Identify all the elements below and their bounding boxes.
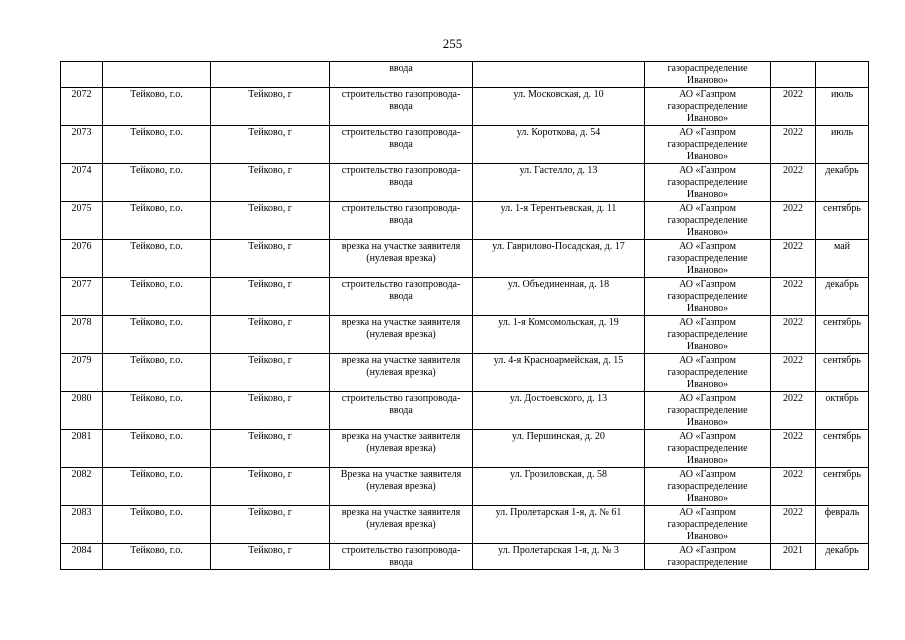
table-row (61, 354, 869, 392)
cell-year: 2022 (771, 88, 816, 126)
cell-num (61, 62, 103, 88)
cell-address: ул. 1-я Комсомольская, д. 19 (473, 316, 645, 354)
cell-work: строительство газопровода- ввода (330, 88, 473, 126)
table-row (61, 544, 869, 570)
cell-district: Тейково, г.о. (103, 202, 211, 240)
table-row (61, 126, 869, 164)
cell-address: ул. Гаврилово-Посадская, д. 17 (473, 240, 645, 278)
cell-year: 2022 (771, 278, 816, 316)
cell-district: Тейково, г.о. (103, 392, 211, 430)
cell-work: строительство газопровода- ввода (330, 202, 473, 240)
cell-locality: Тейково, г (211, 278, 330, 316)
cell-locality: Тейково, г (211, 202, 330, 240)
cell-locality: Тейково, г (211, 316, 330, 354)
table-row (61, 164, 869, 202)
cell-year: 2022 (771, 240, 816, 278)
cell-district: Тейково, г.о. (103, 468, 211, 506)
cell-year: 2022 (771, 316, 816, 354)
cell-year: 2022 (771, 164, 816, 202)
cell-num: 2083 (61, 506, 103, 544)
table-row (61, 278, 869, 316)
cell-month: сентябрь (816, 430, 869, 468)
cell-org: АО «Газпром газораспределение Иваново» (645, 202, 771, 240)
cell-locality: Тейково, г (211, 544, 330, 570)
cell-locality (211, 62, 330, 88)
table-row (61, 468, 869, 506)
cell-org: АО «Газпром газораспределение Иваново» (645, 88, 771, 126)
cell-month: июль (816, 88, 869, 126)
cell-org: АО «Газпром газораспределение Иваново» (645, 468, 771, 506)
cell-address: ул. 1-я Терентьевская, д. 11 (473, 202, 645, 240)
table-row (61, 392, 869, 430)
cell-locality: Тейково, г (211, 88, 330, 126)
table-row (61, 316, 869, 354)
cell-num: 2079 (61, 354, 103, 392)
cell-month (816, 62, 869, 88)
cell-month: июль (816, 126, 869, 164)
table-row (61, 430, 869, 468)
page-number: 255 (442, 36, 463, 51)
cell-month: сентябрь (816, 202, 869, 240)
cell-month: октябрь (816, 392, 869, 430)
cell-work: врезка на участке заявителя (нулевая врезка) (330, 430, 473, 468)
cell-year: 2022 (771, 506, 816, 544)
gasification-table (60, 61, 869, 570)
cell-org: АО «Газпром газораспределение Иваново» (645, 392, 771, 430)
cell-org: АО «Газпром газораспределение Иваново» (645, 278, 771, 316)
cell-num: 2075 (61, 202, 103, 240)
cell-year: 2021 (771, 544, 816, 570)
cell-org: АО «Газпром газораспределение Иваново» (645, 240, 771, 278)
cell-locality: Тейково, г (211, 392, 330, 430)
cell-address: ул. Пролетарская 1-я, д. № 3 (473, 544, 645, 570)
cell-district: Тейково, г.о. (103, 354, 211, 392)
cell-work: врезка на участке заявителя (нулевая врезка) (330, 354, 473, 392)
cell-org: АО «Газпром газораспределение (645, 544, 771, 570)
cell-locality: Тейково, г (211, 126, 330, 164)
cell-year: 2022 (771, 126, 816, 164)
cell-month: май (816, 240, 869, 278)
cell-work: ввода (330, 62, 473, 88)
cell-locality: Тейково, г (211, 430, 330, 468)
cell-num: 2077 (61, 278, 103, 316)
cell-org: АО «Газпром газораспределение Иваново» (645, 430, 771, 468)
cell-address: ул. Грозиловская, д. 58 (473, 468, 645, 506)
cell-district: Тейково, г.о. (103, 544, 211, 570)
cell-year: 2022 (771, 392, 816, 430)
cell-month: сентябрь (816, 468, 869, 506)
cell-address: ул. Короткова, д. 54 (473, 126, 645, 164)
cell-work: врезка на участке заявителя (нулевая врезка) (330, 506, 473, 544)
cell-num: 2078 (61, 316, 103, 354)
cell-address (473, 62, 645, 88)
cell-address: ул. Московская, д. 10 (473, 88, 645, 126)
cell-district: Тейково, г.о. (103, 126, 211, 164)
cell-org: АО «Газпром газораспределение Иваново» (645, 316, 771, 354)
cell-month: февраль (816, 506, 869, 544)
cell-month: декабрь (816, 278, 869, 316)
cell-locality: Тейково, г (211, 164, 330, 202)
cell-year (771, 62, 816, 88)
cell-district: Тейково, г.о. (103, 88, 211, 126)
cell-address: ул. Першинская, д. 20 (473, 430, 645, 468)
cell-month: декабрь (816, 544, 869, 570)
cell-org: АО «Газпром газораспределение Иваново» (645, 354, 771, 392)
cell-address: ул. Пролетарская 1-я, д. № 61 (473, 506, 645, 544)
cell-work: врезка на участке заявителя (нулевая врезка) (330, 240, 473, 278)
cell-org: АО «Газпром газораспределение Иваново» (645, 164, 771, 202)
table-row (61, 88, 869, 126)
cell-district: Тейково, г.о. (103, 506, 211, 544)
cell-month: сентябрь (816, 354, 869, 392)
cell-work: строительство газопровода- ввода (330, 164, 473, 202)
cell-num: 2072 (61, 88, 103, 126)
cell-month: декабрь (816, 164, 869, 202)
cell-work: строительство газопровода- ввода (330, 126, 473, 164)
cell-district: Тейково, г.о. (103, 164, 211, 202)
table-row (61, 202, 869, 240)
cell-address: ул. 4-я Красноармейская, д. 15 (473, 354, 645, 392)
cell-district: Тейково, г.о. (103, 240, 211, 278)
cell-locality: Тейково, г (211, 240, 330, 278)
cell-org: газораспределение Иваново» (645, 62, 771, 88)
table-body (61, 62, 869, 570)
cell-org: АО «Газпром газораспределение Иваново» (645, 126, 771, 164)
cell-locality: Тейково, г (211, 468, 330, 506)
cell-address: ул. Достоевского, д. 13 (473, 392, 645, 430)
cell-year: 2022 (771, 202, 816, 240)
cell-work: строительство газопровода- ввода (330, 392, 473, 430)
cell-num: 2080 (61, 392, 103, 430)
cell-year: 2022 (771, 468, 816, 506)
cell-work: строительство газопровода- ввода (330, 544, 473, 570)
table-row (61, 240, 869, 278)
cell-locality: Тейково, г (211, 506, 330, 544)
cell-address: ул. Объединенная, д. 18 (473, 278, 645, 316)
cell-num: 2082 (61, 468, 103, 506)
cell-work: строительство газопровода- ввода (330, 278, 473, 316)
cell-district (103, 62, 211, 88)
cell-num: 2084 (61, 544, 103, 570)
cell-num: 2074 (61, 164, 103, 202)
cell-num: 2081 (61, 430, 103, 468)
cell-district: Тейково, г.о. (103, 430, 211, 468)
cell-num: 2073 (61, 126, 103, 164)
cell-address: ул. Гастелло, д. 13 (473, 164, 645, 202)
table-row (61, 506, 869, 544)
cell-year: 2022 (771, 430, 816, 468)
cell-district: Тейково, г.о. (103, 278, 211, 316)
cell-locality: Тейково, г (211, 354, 330, 392)
continuation-row (61, 62, 869, 88)
cell-work: Врезка на участке заявителя (нулевая врезка) (330, 468, 473, 506)
cell-num: 2076 (61, 240, 103, 278)
cell-year: 2022 (771, 354, 816, 392)
cell-month: сентябрь (816, 316, 869, 354)
cell-work: врезка на участке заявителя (нулевая врезка) (330, 316, 473, 354)
cell-org: АО «Газпром газораспределение Иваново» (645, 506, 771, 544)
cell-district: Тейково, г.о. (103, 316, 211, 354)
